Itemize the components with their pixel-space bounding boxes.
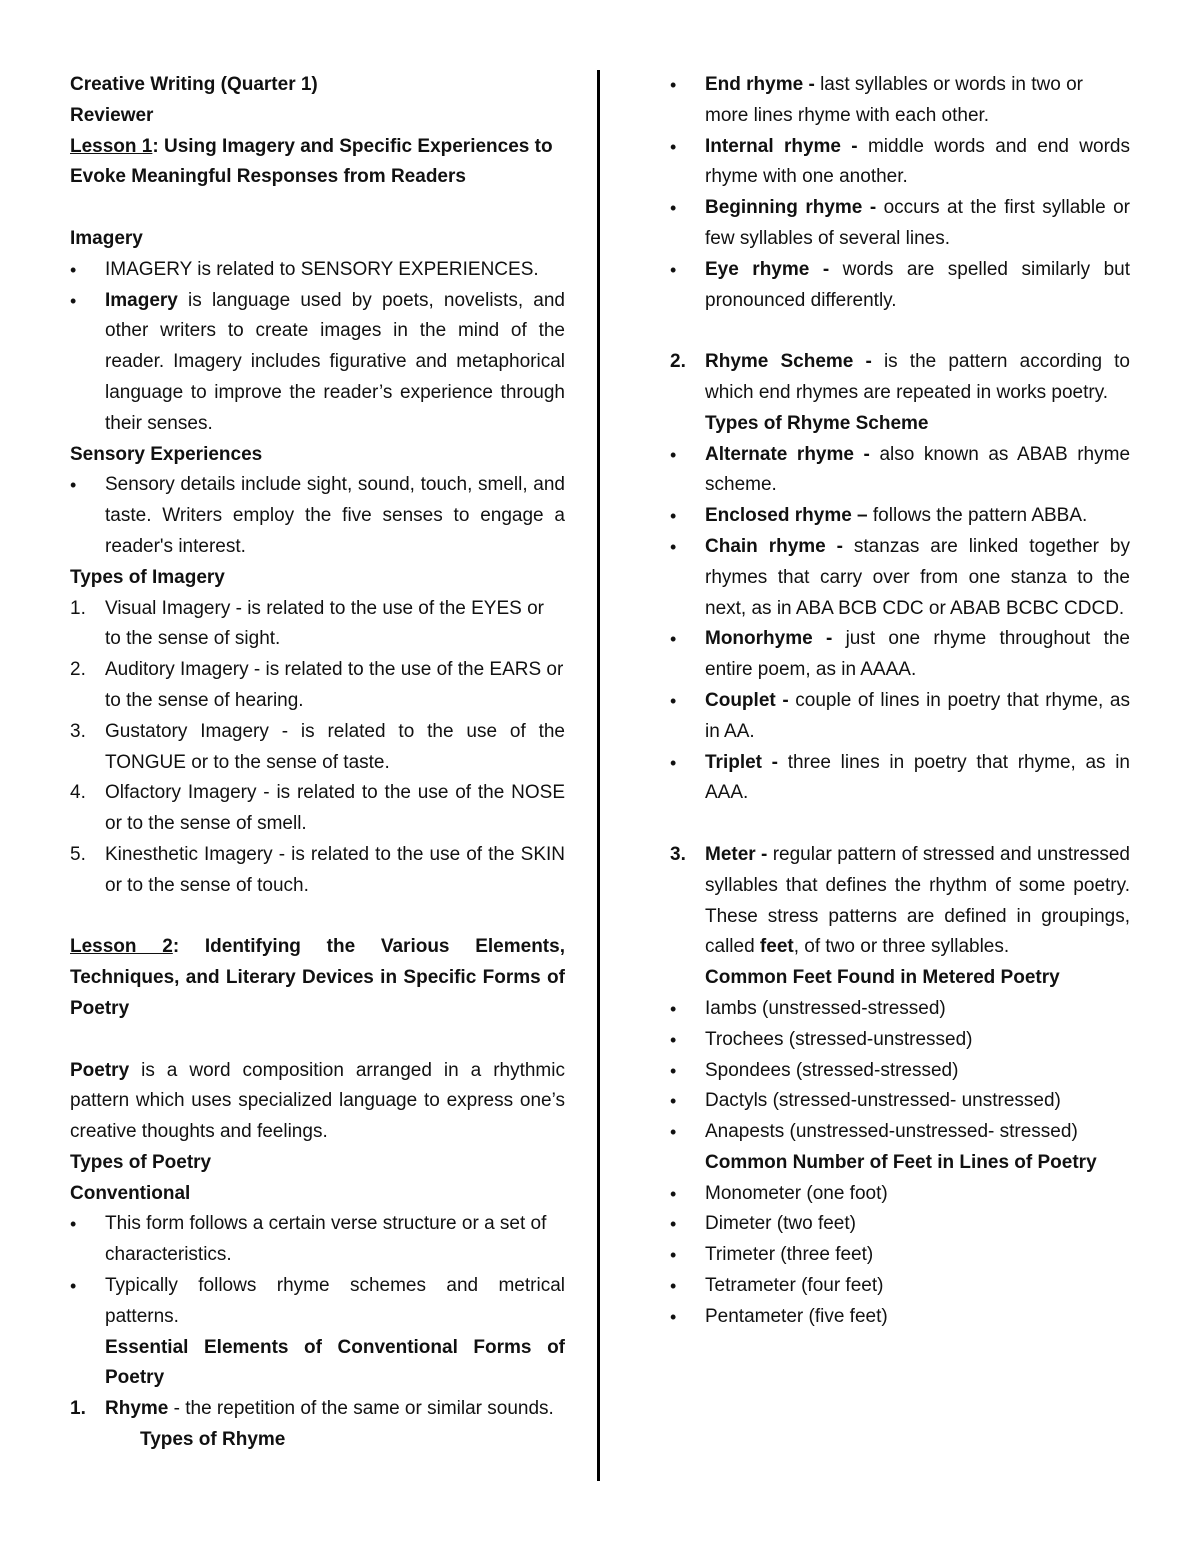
item-text: Monometer (one foot) [705, 1182, 888, 1204]
item-text: Spondees (stressed-stressed) [705, 1059, 959, 1081]
document-title: Creative Writing (Quarter 1) [70, 74, 318, 95]
types-of-rhyme-list [670, 70, 1130, 316]
item-number: 5. [70, 843, 86, 865]
types-of-rhyme-scheme-list [670, 440, 1130, 810]
item-text: Trimeter (three feet) [705, 1244, 874, 1266]
rhyme-scheme-section [670, 347, 1130, 409]
rhyme-scheme-term: Rhyme Scheme - [705, 351, 884, 373]
list-item [670, 1025, 1130, 1056]
meter-feet-term: feet [759, 936, 794, 958]
common-feet-list [670, 994, 1130, 1148]
item-text: middle words and end words rhyme with one another. [705, 135, 1130, 188]
essential-elements-list [70, 1394, 565, 1425]
sensory-list [70, 470, 565, 562]
list-item [70, 840, 565, 902]
item-number: 4. [70, 782, 86, 804]
list-item [670, 255, 1130, 317]
lesson1-title: : Using Imagery and Specific Experiences to Evoke Meaningful Responses from Readers [70, 135, 553, 188]
lesson1-label: Lesson 1 [70, 135, 153, 157]
item-number: 1. [70, 1398, 86, 1420]
item-term: Monorhyme - [705, 628, 846, 650]
types-of-imagery-heading: Types of Imagery [70, 566, 225, 588]
item-text: Anapests (unstressed-unstressed- stressed) [705, 1121, 1078, 1143]
list-item [670, 840, 1130, 963]
list-item [670, 132, 1130, 194]
item-text: Visual Imagery - is related to the use of the EYES or to the sense of sight. [105, 597, 544, 650]
list-item [670, 1179, 1130, 1210]
item-text: words are spelled similarly but pronounced differently. [705, 258, 1131, 311]
item-text: Dimeter (two feet) [705, 1213, 856, 1235]
essential-elements-heading: Essential Elements of Conventional Forms of Poetry [105, 1336, 565, 1389]
list-item [670, 1209, 1130, 1240]
types-of-rhyme-scheme-heading: Types of Rhyme Scheme [705, 412, 929, 434]
rhyme-definition: - the repetition of the same or similar sounds. [168, 1398, 554, 1420]
list-item [670, 1302, 1130, 1333]
item-term: End rhyme - [705, 74, 821, 95]
list-item [70, 255, 565, 286]
item-text: Auditory Imagery - is related to the use of the EARS or to the sense of hearing. [105, 659, 564, 711]
meter-definition: regular pattern of stressed and unstressed syllables that defines the rhythm of some poetry. These stress patterns are defined in groupings, called [705, 843, 1130, 958]
list-item [70, 1271, 565, 1333]
list-item [670, 1117, 1130, 1148]
item-number: 3. [670, 843, 686, 865]
list-item [670, 748, 1130, 810]
item-text: Olfactory Imagery - is related to the use of the NOSE or to the sense of smell. [105, 782, 565, 835]
rhyme-term: Rhyme [105, 1398, 169, 1420]
item-text: Kinesthetic Imagery - is related to the use of the SKIN or to the sense of touch. [105, 843, 565, 896]
common-number-heading: Common Number of Feet in Lines of Poetry [705, 1151, 1097, 1173]
list-item [670, 193, 1130, 255]
list-item [670, 440, 1130, 502]
item-term: Chain rhyme - [705, 535, 854, 557]
list-item [670, 686, 1130, 748]
item-text: Dactyls (stressed-unstressed- unstressed) [705, 1090, 1061, 1112]
list-item [70, 1394, 565, 1425]
list-item [70, 717, 565, 779]
column-divider [597, 70, 600, 1481]
item-text: Pentameter (five feet) [705, 1305, 888, 1327]
types-of-rhyme-heading: Types of Rhyme [140, 1429, 286, 1451]
item-term: Enclosed rhyme – [705, 505, 873, 527]
poetry-definition-text: is a word composition arranged in a rhythmic pattern which uses specialized language to express one’s creative thoughts and feelings. [70, 1059, 565, 1143]
list-item [670, 501, 1130, 532]
lesson2-label: Lesson 2 [70, 936, 173, 958]
item-term: Alternate rhyme - [705, 443, 880, 465]
item-text: also known as ABAB rhyme scheme. [705, 443, 1131, 496]
item-text: occurs at the first syllable or few syllables of several lines. [705, 197, 1130, 249]
item-term: Couplet - [705, 689, 796, 711]
item-text: Gustatory Imagery - is related to the use of the TONGUE or to the sense of taste. [105, 720, 565, 773]
item-text: This form follows a certain verse structure or a set of characteristics. [105, 1213, 547, 1266]
common-feet-heading: Common Feet Found in Metered Poetry [705, 967, 1060, 989]
imagery-list [70, 255, 565, 440]
list-item [70, 286, 565, 440]
right-column [670, 70, 1130, 1333]
conventional-list [70, 1209, 565, 1332]
item-number: 2. [670, 351, 686, 373]
sensory-bullet-text: Sensory details include sight, sound, touch, smell, and taste. Writers employ the five senses to engage a reader's interest. [105, 474, 565, 557]
item-text: just one rhyme throughout the entire poem, as in AAAA. [705, 628, 1130, 681]
list-item [670, 1240, 1130, 1271]
item-term: Eye rhyme - [705, 258, 843, 280]
item-number: 3. [70, 720, 86, 742]
list-item [670, 624, 1130, 686]
types-of-imagery-list [70, 594, 565, 902]
list-item [670, 994, 1130, 1025]
meter-definition-end: , of two or three syllables. [793, 936, 1010, 958]
imagery-definition: is language used by poets, novelists, and other writers to create images in the mind of the reader. Imagery includes figurative and metaphorical language to improve the reader’s experience through their senses. [105, 289, 565, 434]
imagery-bullet-text: IMAGERY is related to SENSORY EXPERIENCES. [105, 258, 539, 280]
list-item [670, 532, 1130, 624]
item-text: Tetrameter (four feet) [705, 1275, 884, 1297]
list-item [70, 594, 565, 656]
common-number-list [670, 1179, 1130, 1333]
document-subtitle: Reviewer [70, 104, 154, 126]
conventional-heading: Conventional [70, 1182, 191, 1204]
rhyme-scheme-definition: is the pattern according to which end rhymes are repeated in works poetry. [705, 351, 1130, 403]
item-term: Internal rhyme - [705, 135, 868, 157]
list-item [70, 470, 565, 562]
list-item [70, 778, 565, 840]
left-column [70, 70, 565, 1456]
item-text: three lines in poetry that rhyme, as in AAA. [705, 751, 1130, 804]
meter-section [670, 840, 1130, 963]
item-text: last syllables or words in two or more lines rhyme with each other. [705, 74, 1084, 126]
lesson1-heading [70, 132, 565, 194]
imagery-term: Imagery [105, 289, 178, 311]
list-item [670, 1056, 1130, 1087]
meter-term: Meter - [705, 843, 773, 865]
lesson2-title: : Identifying the Various Elements, Techniques, and Literary Devices in Specific Forms of Poetry [70, 936, 565, 1019]
imagery-heading: Imagery [70, 227, 143, 249]
item-text: couple of lines in poetry that rhyme, as in AA. [705, 689, 1130, 742]
item-text: Typically follows rhyme schemes and metrical patterns. [105, 1275, 565, 1327]
sensory-heading: Sensory Experiences [70, 443, 263, 465]
item-term: Triplet - [705, 751, 788, 773]
item-term: Beginning rhyme - [705, 197, 884, 219]
poetry-definition [70, 1056, 565, 1148]
list-item [670, 1271, 1130, 1302]
item-text: stanzas are linked together by rhymes that carry over from one stanza to the next, as in ABA BCB CDC or ABAB BCBC CDCD. [705, 535, 1130, 619]
list-item [70, 1209, 565, 1271]
list-item [670, 70, 1130, 132]
item-text: Trochees (stressed-unstressed) [705, 1028, 973, 1050]
lesson2-heading [70, 932, 565, 1024]
item-number: 2. [70, 659, 86, 681]
types-of-poetry-heading: Types of Poetry [70, 1151, 212, 1173]
list-item [70, 655, 565, 717]
item-number: 1. [70, 597, 86, 619]
poetry-term: Poetry [70, 1059, 130, 1081]
list-item [670, 347, 1130, 409]
item-text: follows the pattern ABBA. [872, 505, 1088, 527]
item-text: Iambs (unstressed-stressed) [705, 997, 946, 1019]
list-item [670, 1086, 1130, 1117]
